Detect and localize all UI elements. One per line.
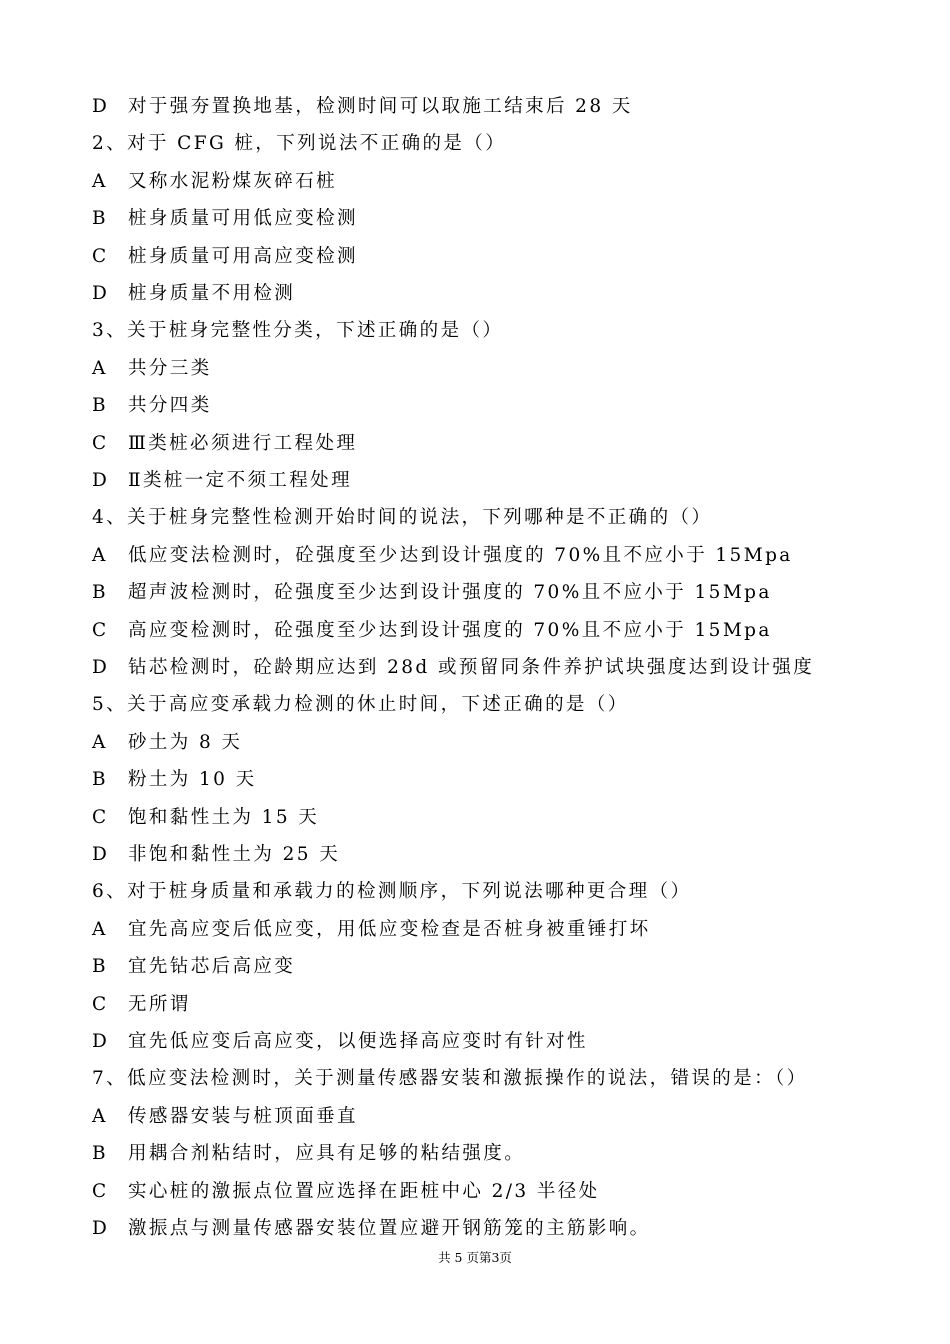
question-line <box>92 506 712 530</box>
option-letter: D <box>92 844 107 865</box>
option-text: 宜先钻芯后高应变 <box>128 956 296 978</box>
option-letter: D <box>92 657 107 678</box>
option-text: 又称水泥粉煤灰碎石桩 <box>128 170 338 192</box>
option-text: 饱和黏性土为 15 天 <box>128 806 320 828</box>
option-text: 无所谓 <box>128 993 191 1015</box>
option-text: 桩身质量不用检测 <box>128 283 296 304</box>
question-line <box>92 132 506 156</box>
option-line <box>92 357 212 381</box>
question-line <box>92 880 691 904</box>
option-letter: B <box>92 956 106 978</box>
option-letter: A <box>92 170 106 192</box>
option-line <box>92 955 295 979</box>
option-text: 桩身质量可用低应变检测 <box>128 208 358 230</box>
option-text: 传感器安装与桩顶面垂直 <box>128 1105 358 1127</box>
question-text: 7、低应变法检测时，关于测量传感器安装和激振操作的说法，错误的是：（） <box>92 1068 808 1090</box>
option-text: 用耦合剂粘结时，应具有足够的粘结强度。 <box>128 1143 526 1165</box>
option-text: 低应变法检测时，砼强度至少达到设计强度的 70%且不应小于 15Mpa <box>128 544 793 566</box>
question-text: 6、对于桩身质量和承载力的检测顺序，下列说法哪种更合理（） <box>92 881 692 903</box>
option-line <box>92 993 191 1017</box>
option-letter: D <box>92 1218 107 1239</box>
option-letter: C <box>92 806 107 828</box>
question-text: 5、关于高应变承载力检测的休止时间，下述正确的是（） <box>92 694 629 716</box>
option-line <box>92 1180 600 1204</box>
option-line <box>92 806 319 830</box>
option-text: 激振点与测量传感器安装位置应避开钢筋笼的主筋影响。 <box>128 1218 651 1239</box>
option-line <box>92 619 772 643</box>
option-letter: C <box>92 993 107 1015</box>
option-letter: D <box>92 96 107 117</box>
option-letter: A <box>92 918 106 940</box>
option-letter: C <box>92 619 107 641</box>
option-line <box>92 656 814 680</box>
option-text: 粉土为 10 天 <box>128 769 257 791</box>
option-line <box>92 731 242 755</box>
question-text: 2、对于 CFG 桩，下列说法不正确的是（） <box>92 133 507 155</box>
option-line <box>92 1105 358 1129</box>
option-line <box>92 581 772 605</box>
option-text: Ⅲ类桩必须进行工程处理 <box>128 432 358 454</box>
question-line <box>92 693 629 717</box>
option-letter: D <box>92 1031 107 1052</box>
option-letter: D <box>92 470 107 491</box>
option-letter: A <box>92 357 106 379</box>
option-text: 高应变检测时，砼强度至少达到设计强度的 70%且不应小于 15Mpa <box>128 619 772 641</box>
option-text: 对于强夯置换地基，检测时间可以取施工结束后 28 天 <box>128 96 633 117</box>
option-letter: D <box>92 283 107 304</box>
option-text: 共分四类 <box>128 395 212 417</box>
option-letter: B <box>92 1143 106 1165</box>
option-text: 共分三类 <box>128 357 212 379</box>
option-letter: C <box>92 245 107 267</box>
option-text: 宜先低应变后高应变，以便选择高应变时有针对性 <box>128 1031 588 1052</box>
option-letter: B <box>92 395 106 417</box>
option-text: 桩身质量可用高应变检测 <box>128 245 358 267</box>
option-line <box>92 1030 588 1054</box>
option-line <box>92 394 212 418</box>
option-text: 砂土为 8 天 <box>128 731 243 753</box>
option-line <box>92 207 358 231</box>
option-line <box>92 245 358 269</box>
option-letter: B <box>92 582 106 604</box>
option-line <box>92 170 337 194</box>
question-line <box>92 1067 808 1091</box>
option-line <box>92 1217 651 1241</box>
question-text: 3、关于桩身完整性分类，下述正确的是（） <box>92 320 504 342</box>
option-text: 钻芯检测时，砼龄期应达到 28d 或预留同条件养护试块强度达到设计强度 <box>128 657 815 678</box>
option-line <box>92 918 651 942</box>
option-text: 超声波检测时，砼强度至少达到设计强度的 70%且不应小于 15Mpa <box>128 582 772 604</box>
option-letter: A <box>92 731 106 753</box>
page-footer: 共 5 页第3页 <box>438 1250 512 1265</box>
option-line <box>92 768 257 792</box>
question-text: 4、关于桩身完整性检测开始时间的说法，下列哪种是不正确的（） <box>92 507 713 529</box>
option-letter: C <box>92 1180 107 1202</box>
option-letter: C <box>92 432 107 454</box>
option-letter: A <box>92 544 106 566</box>
option-text: 非饱和黏性土为 25 天 <box>128 844 341 865</box>
option-letter: A <box>92 1105 106 1127</box>
option-line <box>92 843 340 867</box>
option-text: 宜先高应变后低应变，用低应变检查是否桩身被重锤打坏 <box>128 918 651 940</box>
option-line <box>92 95 633 119</box>
option-letter: B <box>92 208 106 230</box>
option-line <box>92 282 295 306</box>
option-line <box>92 544 793 568</box>
option-line <box>92 1142 525 1166</box>
option-letter: B <box>92 769 106 791</box>
option-line <box>92 469 352 493</box>
question-line <box>92 319 503 343</box>
option-line <box>92 432 357 456</box>
option-text: Ⅱ类桩一定不须工程处理 <box>128 470 352 491</box>
option-text: 实心桩的激振点位置应选择在距桩中心 2/3 半径处 <box>128 1180 600 1202</box>
